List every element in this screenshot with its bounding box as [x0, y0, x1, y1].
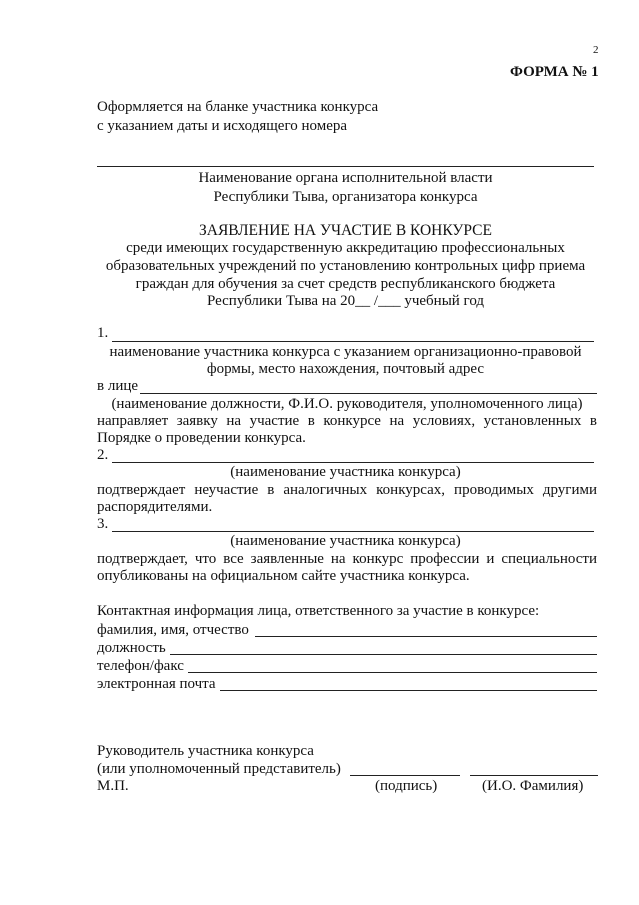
item-2-text-1: подтверждает неучастие в аналогичных конкурсах, проводимых другими [97, 482, 597, 498]
signature-field [350, 775, 460, 776]
form-title: ФОРМА № 1 [510, 64, 599, 80]
item-1-hint-2: формы, место нахождения, почтовый адрес [206, 361, 485, 377]
email-label: электронная почта [97, 676, 216, 692]
item-1-number: 1. [97, 325, 109, 341]
note-line-2: с указанием даты и исходящего номера [97, 118, 348, 134]
phone-label: телефон/факс [97, 658, 184, 674]
item-1-text-1: направляет заявку на участие в конкурсе на условиях, установленных в [97, 413, 597, 429]
organizer-underline [97, 166, 594, 167]
signature-hint: (подпись) [375, 778, 438, 794]
name-hint: (И.О. Фамилия) [482, 778, 584, 794]
in-person-label: в лице [97, 378, 139, 394]
item-2-number: 2. [97, 447, 109, 463]
title-sub-1: среди имеющих государственную аккредитацию профессиональных [126, 240, 565, 256]
item-3-number: 3. [97, 516, 109, 532]
position-field [170, 654, 597, 655]
organizer-line-1: Наименование органа исполнительной власти [198, 170, 493, 186]
signature-line-1: Руководитель участника конкурса [97, 743, 314, 759]
in-person-field [140, 393, 597, 394]
name-field [470, 775, 598, 776]
item-1-text-2: Порядке о проведении конкурса. [97, 430, 306, 446]
page-number: 2 [593, 44, 599, 56]
item-2-field [112, 462, 594, 463]
item-1-field [112, 341, 594, 342]
phone-field [188, 672, 597, 673]
title-sub-2: образовательных учреждений по установлению контрольных цифр приема [105, 258, 586, 274]
item-2-text-2: распорядителями. [97, 499, 213, 515]
document-title: ЗАЯВЛЕНИЕ НА УЧАСТИЕ В КОНКУРСЕ [198, 222, 492, 239]
item-3-hint: (наименование участника конкурса) [230, 533, 461, 549]
organizer-line-2: Республики Тыва, организатора конкурса [213, 189, 478, 205]
item-3-text-2: опубликованы на официальном сайте участника конкурса. [97, 568, 470, 584]
item-3-field [112, 531, 594, 532]
email-field [220, 690, 597, 691]
note-line-1: Оформляется на бланке участника конкурса [97, 99, 379, 115]
signature-line-2: (или уполномоченный представитель) [97, 761, 341, 777]
position-label: должность [97, 640, 166, 656]
item-3-text-1: подтверждает, что все заявленные на конкурс профессии и специальности [97, 551, 597, 567]
fio-label: фамилия, имя, отчество [97, 622, 249, 638]
item-1-hint-1: наименование участника конкурса с указанием организационно-правовой [109, 344, 582, 360]
title-sub-4: Республики Тыва на 20__ /___ учебный год [206, 293, 485, 309]
item-2-hint: (наименование участника конкурса) [230, 464, 461, 480]
contacts-heading: Контактная информация лица, ответственного за участие в конкурсе: [97, 603, 540, 619]
fio-field [255, 636, 597, 637]
seal-label: М.П. [97, 778, 129, 794]
title-sub-3: граждан для обучения за счет средств республиканского бюджета [135, 276, 556, 292]
item-1-hint-3: (наименование должности, Ф.И.О. руководителя, уполномоченного лица) [111, 396, 583, 412]
